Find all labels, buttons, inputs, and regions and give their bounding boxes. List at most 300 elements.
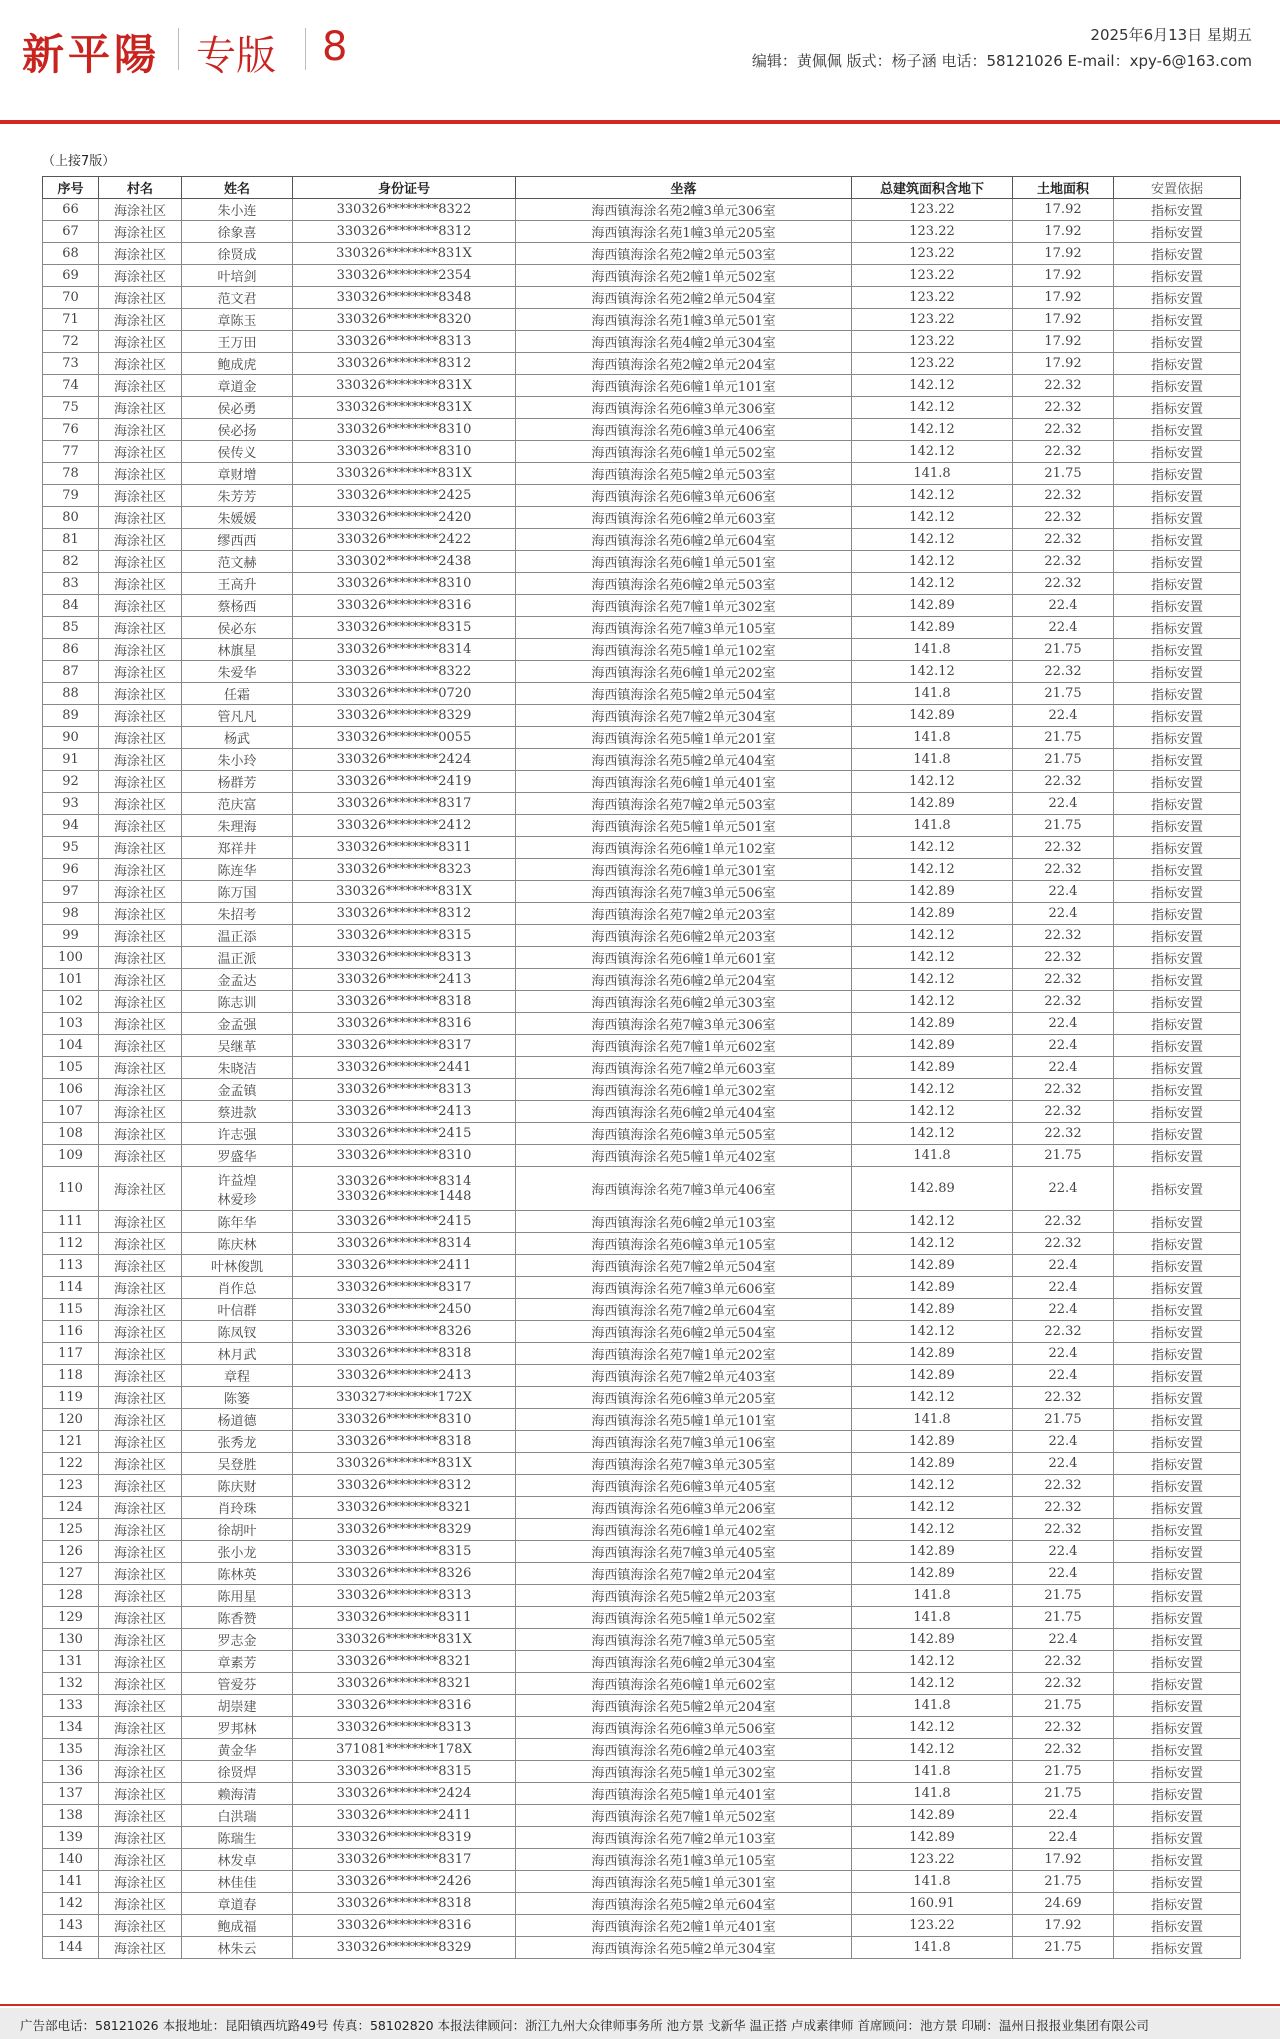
table-cell: 吴继革 [182,1035,293,1057]
table-cell: 海西镇海涂名苑6幢3单元505室 [516,1123,852,1145]
table-cell: 106 [43,1079,99,1101]
table-cell: 徐贤成 [182,243,293,265]
table-row [43,1233,1241,1255]
table-cell: 330326********8310 [293,573,516,595]
table-cell: 70 [43,287,99,309]
table-cell: 金孟镇 [182,1079,293,1101]
table-cell: 17.92 [1013,221,1114,243]
table-cell: 海涂社区 [99,617,182,639]
table-row [43,947,1241,969]
table-cell: 海涂社区 [99,1101,182,1123]
table-cell: 142.12 [852,529,1013,551]
table-cell: 指标安置 [1114,1717,1241,1739]
table-cell: 330326********8314 [293,639,516,661]
table-cell: 330326********2420 [293,507,516,529]
table-cell: 22.4 [1013,1453,1114,1475]
table-cell: 123.22 [852,221,1013,243]
table-cell: 指标安置 [1114,573,1241,595]
table-row [43,1343,1241,1365]
table-cell: 海涂社区 [99,1519,182,1541]
table-cell: 指标安置 [1114,1387,1241,1409]
table-cell: 海西镇海涂名苑6幢3单元506室 [516,1717,852,1739]
table-cell: 海涂社区 [99,1937,182,1959]
table-cell: 96 [43,859,99,881]
table-cell: 142.12 [852,1717,1013,1739]
table-cell: 22.32 [1013,573,1114,595]
table-cell: 海西镇海涂名苑7幢2单元604室 [516,1299,852,1321]
table-cell: 330326********0720 [293,683,516,705]
table-cell: 142.12 [852,771,1013,793]
table-cell: 330326********8317 [293,793,516,815]
table-cell: 海西镇海涂名苑2幢2单元503室 [516,243,852,265]
table-row [43,1409,1241,1431]
table-row [43,1431,1241,1453]
table-cell: 海西镇海涂名苑2幢2单元204室 [516,353,852,375]
table-cell: 118 [43,1365,99,1387]
table-cell: 海涂社区 [99,705,182,727]
table-cell: 330326********8312 [293,903,516,925]
table-cell: 陈凤钗 [182,1321,293,1343]
table-row [43,1783,1241,1805]
table-cell: 22.32 [1013,1497,1114,1519]
table-cell: 海西镇海涂名苑6幢3单元306室 [516,397,852,419]
table-cell: 缪西西 [182,529,293,551]
table-cell: 陈连华 [182,859,293,881]
table-cell: 123 [43,1475,99,1497]
table-cell: 林佳佳 [182,1871,293,1893]
table-cell: 21.75 [1013,639,1114,661]
table-cell: 叶培剑 [182,265,293,287]
table-cell: 海涂社区 [99,309,182,331]
table-cell: 330326********8310 [293,1145,516,1167]
table-cell: 123.22 [852,287,1013,309]
table-row [43,1629,1241,1651]
table-row [43,1013,1241,1035]
table-cell: 海涂社区 [99,1563,182,1585]
table-cell: 章素芳 [182,1651,293,1673]
table-cell: 142.12 [852,859,1013,881]
table-cell: 徐贤焊 [182,1761,293,1783]
table-cell: 指标安置 [1114,947,1241,969]
table-cell: 指标安置 [1114,199,1241,221]
table-row [43,969,1241,991]
table-cell: 海涂社区 [99,1013,182,1035]
table-cell: 330326********2419 [293,771,516,793]
table-cell: 142.89 [852,1277,1013,1299]
table-cell: 80 [43,507,99,529]
table-cell: 330326********8312 [293,221,516,243]
table-cell: 海涂社区 [99,1255,182,1277]
table-cell: 330326********2441 [293,1057,516,1079]
table-cell: 17.92 [1013,309,1114,331]
table-cell: 海西镇海涂名苑1幢3单元105室 [516,1849,852,1871]
table-cell: 330326********2425 [293,485,516,507]
table-cell: 徐胡叶 [182,1519,293,1541]
table-cell: 330326********8312 [293,1475,516,1497]
table-cell: 142.12 [852,969,1013,991]
table-row [43,507,1241,529]
table-cell: 330326********8311 [293,837,516,859]
table-cell: 22.32 [1013,969,1114,991]
table-cell: 海涂社区 [99,991,182,1013]
table-cell: 73 [43,353,99,375]
table-cell: 章程 [182,1365,293,1387]
table-cell: 330326********8326 [293,1563,516,1585]
table-cell: 指标安置 [1114,1519,1241,1541]
table-cell: 侯传义 [182,441,293,463]
table-cell: 指标安置 [1114,507,1241,529]
table-row [43,639,1241,661]
table-cell: 142.89 [852,1343,1013,1365]
table-cell: 123.22 [852,199,1013,221]
table-cell: 海西镇海涂名苑2幢1单元502室 [516,265,852,287]
table-cell: 朱小玲 [182,749,293,771]
table-cell: 指标安置 [1114,221,1241,243]
table-cell: 22.4 [1013,595,1114,617]
table-cell: 白洪瑞 [182,1805,293,1827]
table-cell: 指标安置 [1114,881,1241,903]
table-cell: 海西镇海涂名苑7幢1单元302室 [516,595,852,617]
table-cell: 142.89 [852,1563,1013,1585]
table-cell: 海涂社区 [99,1321,182,1343]
table-row [43,441,1241,463]
table-cell: 陈万国 [182,881,293,903]
table-cell: 141.8 [852,463,1013,485]
table-cell: 22.4 [1013,1255,1114,1277]
table-cell: 330302********2438 [293,551,516,573]
table-cell: 330326********8321 [293,1497,516,1519]
table-cell: 杨群芳 [182,771,293,793]
table-cell: 330326********8313 [293,1717,516,1739]
table-cell: 海西镇海涂名苑6幢1单元401室 [516,771,852,793]
table-row [43,1211,1241,1233]
table-cell: 17.92 [1013,243,1114,265]
table-cell: 指标安置 [1114,661,1241,683]
table-cell: 海西镇海涂名苑5幢2单元404室 [516,749,852,771]
table-cell: 指标安置 [1114,1057,1241,1079]
table-cell: 17.92 [1013,265,1114,287]
table-cell: 22.4 [1013,881,1114,903]
table-cell: 112 [43,1233,99,1255]
table-cell: 22.32 [1013,397,1114,419]
table-cell: 海西镇海涂名苑6幢1单元102室 [516,837,852,859]
table-row [43,1387,1241,1409]
table-row [43,1717,1241,1739]
table-row [43,221,1241,243]
table-cell: 海西镇海涂名苑7幢2单元203室 [516,903,852,925]
table-cell: 22.4 [1013,1057,1114,1079]
table-cell: 22.32 [1013,1717,1114,1739]
table-cell: 142.12 [852,573,1013,595]
table-cell: 330326********8315 [293,617,516,639]
table-cell: 72 [43,331,99,353]
table-cell: 王高升 [182,573,293,595]
table-row [43,1937,1241,1959]
table-cell: 134 [43,1717,99,1739]
table-cell: 海涂社区 [99,1277,182,1299]
table-cell: 指标安置 [1114,243,1241,265]
table-cell: 121 [43,1431,99,1453]
table-row [43,551,1241,573]
table-cell: 22.4 [1013,903,1114,925]
table-cell: 海西镇海涂名苑5幢1单元402室 [516,1145,852,1167]
table-cell: 330326********8315 [293,1761,516,1783]
table-row [43,837,1241,859]
table-cell: 海涂社区 [99,1607,182,1629]
table-cell: 22.4 [1013,793,1114,815]
table-cell: 330326********8313 [293,1079,516,1101]
table-cell: 142.12 [852,375,1013,397]
table-row [43,1475,1241,1497]
table-cell: 141.8 [852,1783,1013,1805]
table-cell: 330326********2411 [293,1805,516,1827]
table-cell: 17.92 [1013,287,1114,309]
table-cell: 范文君 [182,287,293,309]
table-cell: 胡崇建 [182,1695,293,1717]
table-cell: 330326********8317 [293,1849,516,1871]
table-cell: 海涂社区 [99,243,182,265]
table-cell: 21.75 [1013,1409,1114,1431]
table-cell: 21.75 [1013,463,1114,485]
table-cell: 90 [43,727,99,749]
table-cell: 海西镇海涂名苑6幢2单元503室 [516,573,852,595]
table-cell: 海涂社区 [99,1123,182,1145]
table-cell: 330326********2424 [293,1783,516,1805]
table-row [43,1255,1241,1277]
table-cell: 吴登胜 [182,1453,293,1475]
table-cell: 指标安置 [1114,375,1241,397]
table-cell: 330326********8322 [293,199,516,221]
table-cell: 142.89 [852,1299,1013,1321]
table-row [43,1871,1241,1893]
table-cell: 海西镇海涂名苑7幢1单元202室 [516,1343,852,1365]
table-cell: 17.92 [1013,353,1114,375]
table-cell: 21.75 [1013,1761,1114,1783]
table-cell: 指标安置 [1114,1893,1241,1915]
table-row [43,1915,1241,1937]
table-cell: 330326********2413 [293,969,516,991]
table-cell: 22.32 [1013,485,1114,507]
table-cell: 海西镇海涂名苑7幢3单元606室 [516,1277,852,1299]
table-cell: 124 [43,1497,99,1519]
table-cell: 116 [43,1321,99,1343]
table-row [43,1651,1241,1673]
table-cell: 142.89 [852,1629,1013,1651]
table-cell: 330326********8318 [293,991,516,1013]
table-cell: 330326********8322 [293,661,516,683]
table-cell: 142.89 [852,1255,1013,1277]
table-cell: 指标安置 [1114,309,1241,331]
table-cell: 海涂社区 [99,221,182,243]
table-row [43,793,1241,815]
table-cell: 任霜 [182,683,293,705]
table-cell: 海涂社区 [99,485,182,507]
table-cell: 海涂社区 [99,1167,182,1211]
table-cell: 21.75 [1013,1695,1114,1717]
table-cell: 海西镇海涂名苑7幢3单元105室 [516,617,852,639]
table-cell: 142.89 [852,1827,1013,1849]
table-cell: 142.89 [852,1013,1013,1035]
table-cell: 海涂社区 [99,1761,182,1783]
table-cell: 海涂社区 [99,859,182,881]
table-cell: 330326********831X [293,243,516,265]
table-cell: 指标安置 [1114,529,1241,551]
column-header: 安置依据 [1114,177,1241,199]
table-cell: 142.12 [852,1673,1013,1695]
table-cell: 142.12 [852,1739,1013,1761]
table-row [43,1541,1241,1563]
table-cell: 21.75 [1013,1585,1114,1607]
table-cell: 22.32 [1013,1233,1114,1255]
table-cell: 142.89 [852,595,1013,617]
table-cell: 叶信群 [182,1299,293,1321]
table-row [43,1673,1241,1695]
table-row [43,1079,1241,1101]
table-cell: 郑祥井 [182,837,293,859]
table-cell: 139 [43,1827,99,1849]
table-cell: 68 [43,243,99,265]
table-cell: 海西镇海涂名苑6幢2单元304室 [516,1651,852,1673]
table-cell: 海西镇海涂名苑7幢2单元403室 [516,1365,852,1387]
table-cell: 22.4 [1013,1013,1114,1035]
table-cell: 123.22 [852,265,1013,287]
table-row [43,199,1241,221]
table-cell: 林旗星 [182,639,293,661]
table-cell: 123.22 [852,1915,1013,1937]
table-cell: 93 [43,793,99,815]
table-header-row [43,177,1241,199]
table-cell: 指标安置 [1114,793,1241,815]
table-cell: 330326********8321 [293,1673,516,1695]
table-cell: 24.69 [1013,1893,1114,1915]
table-cell: 海西镇海涂名苑5幢1单元401室 [516,1783,852,1805]
table-cell: 海涂社区 [99,727,182,749]
table-cell: 21.75 [1013,815,1114,837]
table-cell: 指标安置 [1114,771,1241,793]
table-cell: 142.12 [852,397,1013,419]
table-cell: 海西镇海涂名苑6幢1单元101室 [516,375,852,397]
table-cell: 海涂社区 [99,1233,182,1255]
table-cell: 海涂社区 [99,1805,182,1827]
table-cell: 海西镇海涂名苑5幢1单元302室 [516,1761,852,1783]
table-cell: 22.32 [1013,947,1114,969]
table-cell: 陈用星 [182,1585,293,1607]
table-cell: 142.89 [852,1057,1013,1079]
table-cell: 海涂社区 [99,1695,182,1717]
table-cell: 海西镇海涂名苑7幢3单元305室 [516,1453,852,1475]
table-row [43,1497,1241,1519]
table-cell: 侯必勇 [182,397,293,419]
table-cell: 指标安置 [1114,551,1241,573]
table-cell: 123.22 [852,309,1013,331]
table-cell: 海西镇海涂名苑6幢3单元206室 [516,1497,852,1519]
table-cell: 海西镇海涂名苑6幢1单元202室 [516,661,852,683]
table-cell: 海西镇海涂名苑5幢1单元102室 [516,639,852,661]
table-cell: 张秀龙 [182,1431,293,1453]
table-cell: 海涂社区 [99,969,182,991]
table-row [43,1101,1241,1123]
table-cell: 陈庆林 [182,1233,293,1255]
table-cell: 141.8 [852,749,1013,771]
table-cell: 123.22 [852,331,1013,353]
column-header: 村名 [99,177,182,199]
resettlement-table [42,176,1241,1959]
table-cell: 105 [43,1057,99,1079]
table-cell: 海西镇海涂名苑7幢3单元306室 [516,1013,852,1035]
table-cell: 海西镇海涂名苑2幢2单元504室 [516,287,852,309]
table-cell: 119 [43,1387,99,1409]
table-cell: 127 [43,1563,99,1585]
table-cell: 330326********2450 [293,1299,516,1321]
table-row [43,617,1241,639]
table-cell: 114 [43,1277,99,1299]
table-cell: 指标安置 [1114,1211,1241,1233]
table-cell: 144 [43,1937,99,1959]
table-cell: 22.32 [1013,1211,1114,1233]
table-cell: 108 [43,1123,99,1145]
table-cell: 22.32 [1013,507,1114,529]
table-cell: 330326********8317 [293,1035,516,1057]
table-cell: 陈篓 [182,1387,293,1409]
table-cell: 21.75 [1013,1145,1114,1167]
table-cell: 141.8 [852,683,1013,705]
page-number: 8 [322,24,348,70]
table-cell: 22.4 [1013,1167,1114,1211]
table-cell: 110 [43,1167,99,1211]
table-cell: 管爱芬 [182,1673,293,1695]
table-cell: 指标安置 [1114,925,1241,947]
table-cell: 142.12 [852,419,1013,441]
table-cell: 103 [43,1013,99,1035]
table-cell: 69 [43,265,99,287]
table-cell: 141.8 [852,1409,1013,1431]
table-cell: 海西镇海涂名苑6幢2单元604室 [516,529,852,551]
table-cell: 22.4 [1013,1343,1114,1365]
table-cell: 22.32 [1013,441,1114,463]
table-cell: 83 [43,573,99,595]
table-cell: 海涂社区 [99,1299,182,1321]
table-cell: 79 [43,485,99,507]
table-cell: 128 [43,1585,99,1607]
table-cell: 海涂社区 [99,639,182,661]
table-cell: 120 [43,1409,99,1431]
table-cell: 海西镇海涂名苑7幢1单元502室 [516,1805,852,1827]
table-cell: 指标安置 [1114,815,1241,837]
column-header: 姓名 [182,177,293,199]
table-cell: 海西镇海涂名苑6幢2单元404室 [516,1101,852,1123]
table-cell: 22.32 [1013,419,1114,441]
table-cell: 海涂社区 [99,595,182,617]
table-cell: 指标安置 [1114,419,1241,441]
table-cell: 海涂社区 [99,551,182,573]
table-row [43,529,1241,551]
table-cell: 330326********8329 [293,1519,516,1541]
table-cell: 海涂社区 [99,1717,182,1739]
newspaper-logo: 新平陽 [22,30,161,79]
table-cell: 海西镇海涂名苑6幢1单元501室 [516,551,852,573]
table-cell: 160.91 [852,1893,1013,1915]
table-cell: 330326********8313 [293,331,516,353]
table-cell: 指标安置 [1114,485,1241,507]
table-cell: 85 [43,617,99,639]
table-cell: 指标安置 [1114,1783,1241,1805]
table-row [43,683,1241,705]
table-cell: 113 [43,1255,99,1277]
table-cell: 135 [43,1739,99,1761]
table-cell: 海涂社区 [99,837,182,859]
table-cell: 92 [43,771,99,793]
table-cell: 指标安置 [1114,1651,1241,1673]
